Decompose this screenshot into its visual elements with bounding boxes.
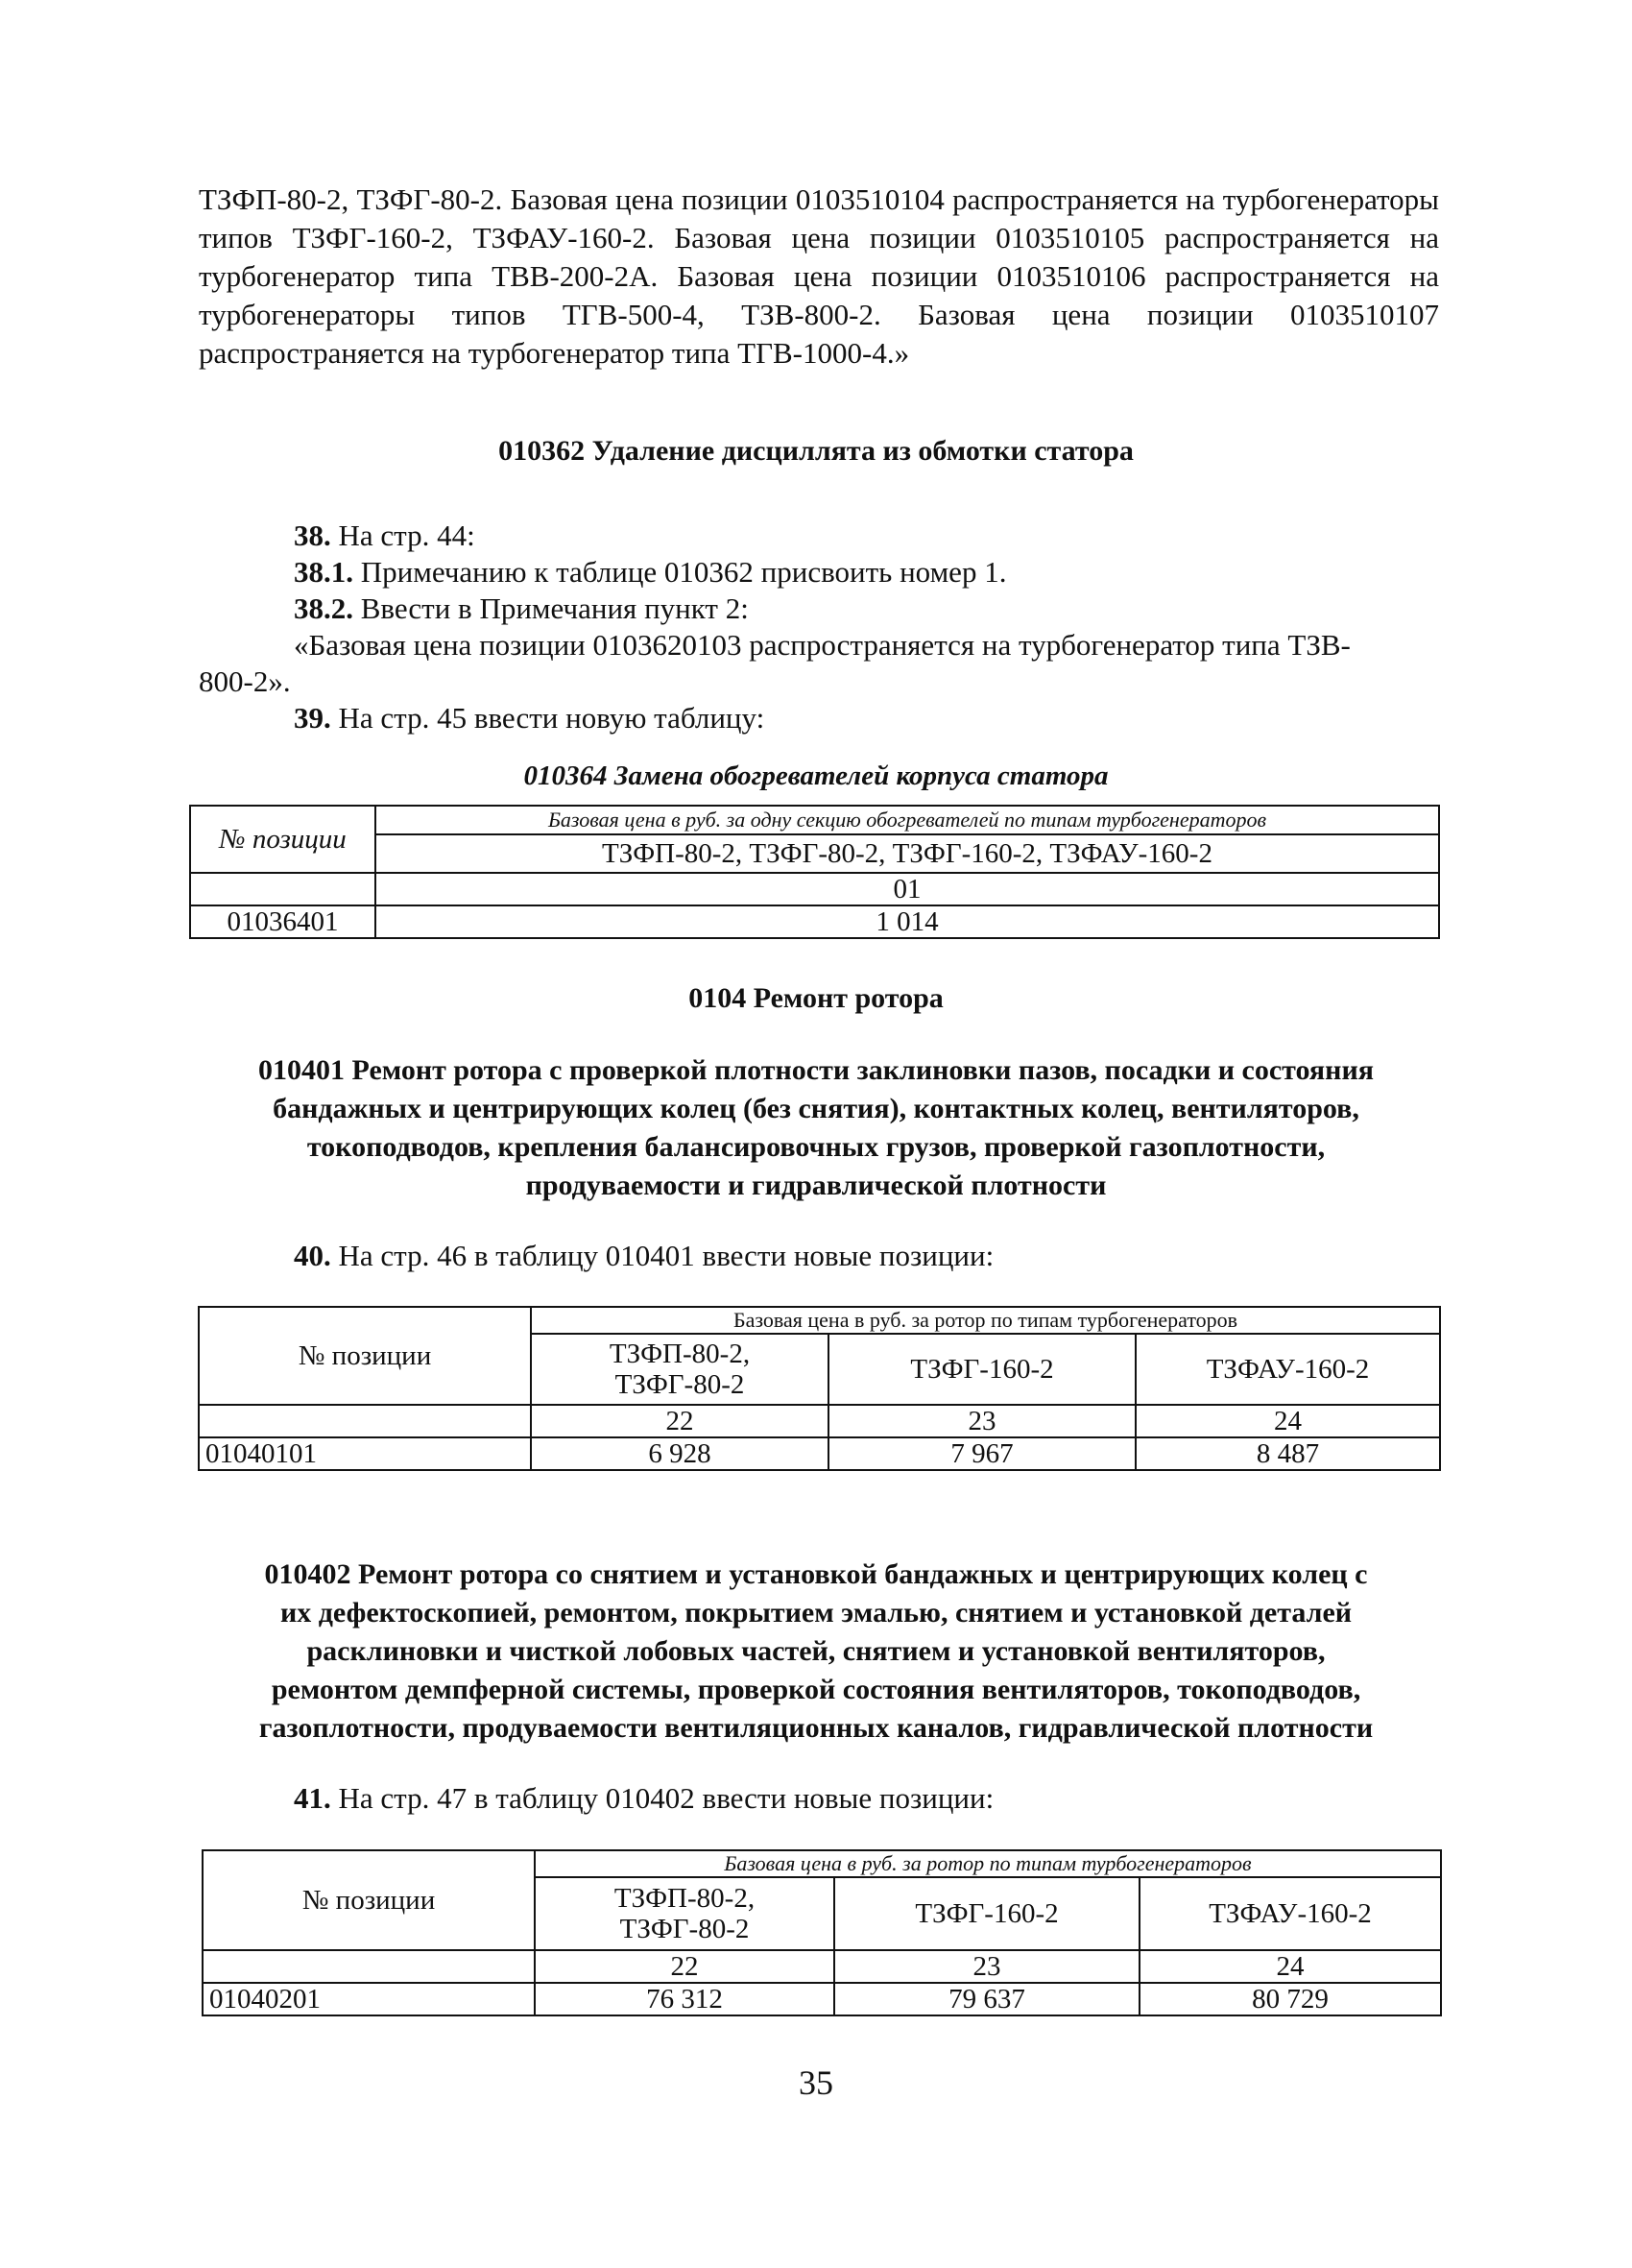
heading-line: 010401 Ремонт ротора с проверкой плотности заклиновки пазов, посадки и состояния bbox=[258, 1054, 1374, 1086]
item-number: 40. bbox=[294, 1239, 331, 1272]
section-heading-010401 bbox=[192, 1051, 1440, 1205]
heading-line: расклиновки и чисткой лобовых частей, снятием и установкой вентиляторов, bbox=[306, 1635, 1326, 1667]
item-text: Ввести в Примечания пункт 2: bbox=[360, 591, 749, 625]
section-heading-010402 bbox=[192, 1556, 1440, 1748]
column-code: 24 bbox=[1136, 1405, 1440, 1437]
heading-line: 010402 Ремонт ротора со снятием и установкой бандажных и центрирующих колец с bbox=[264, 1558, 1368, 1590]
heading-line: ремонтом демпферной системы, проверкой состояния вентиляторов, токоподводов, bbox=[271, 1674, 1361, 1705]
table-row-value: 7 967 bbox=[828, 1437, 1136, 1470]
heading-line: их дефектоскопией, ремонтом, покрытием эмалью, снятием и установкой деталей bbox=[279, 1597, 1353, 1629]
type-line: ТЗФГ-80-2 bbox=[614, 1369, 745, 1400]
item-38 bbox=[294, 519, 475, 553]
quote-line-2: 800-2». bbox=[199, 664, 291, 698]
empty-cell bbox=[190, 873, 375, 905]
table-010364 bbox=[189, 805, 1440, 939]
quote-line-1: «Базовая цена позиции 0103620103 распространяется на турбогенератор типа ТЗВ- bbox=[294, 628, 1351, 662]
generator-type-3: ТЗФАУ-160-2 bbox=[1140, 1877, 1441, 1950]
table-row-position: 01040101 bbox=[199, 1437, 531, 1470]
type-line: ТЗФП-80-2, bbox=[609, 1339, 751, 1369]
column-code: 01 bbox=[375, 873, 1439, 905]
item-39 bbox=[294, 701, 764, 736]
generator-type-3: ТЗФАУ-160-2 bbox=[1136, 1334, 1440, 1405]
table-row-position: 01040201 bbox=[203, 1983, 535, 2015]
heading-line: продуваемости и гидравлической плотности bbox=[525, 1170, 1107, 1201]
generator-type-2: ТЗФГ-160-2 bbox=[828, 1334, 1136, 1405]
heading-line: газоплотности, продуваемости вентиляционных каналов, гидравлической плотности bbox=[258, 1712, 1374, 1744]
table-title-010364: 010364 Замена обогревателей корпуса статора bbox=[523, 760, 1109, 791]
table-row-value: 79 637 bbox=[834, 1983, 1140, 2015]
heading-line: бандажных и центрирующих колец (без снятия), контактных колец, вентиляторов, bbox=[273, 1093, 1359, 1124]
column-code: 24 bbox=[1140, 1950, 1441, 1983]
page-number: 35 bbox=[799, 2063, 833, 2102]
table-row-value: 76 312 bbox=[535, 1983, 834, 2015]
column-code: 23 bbox=[834, 1950, 1140, 1983]
generator-type-1 bbox=[535, 1877, 834, 1950]
item-38-1 bbox=[294, 555, 1006, 590]
item-number: 38. bbox=[294, 519, 331, 552]
position-header: № позиции bbox=[199, 1307, 531, 1405]
item-38-2 bbox=[294, 591, 749, 626]
empty-cell bbox=[203, 1950, 535, 1983]
table-row-position: 01036401 bbox=[190, 905, 375, 938]
item-text: На стр. 45 ввести новую таблицу: bbox=[338, 701, 765, 735]
table-010401 bbox=[198, 1306, 1441, 1471]
generator-types: ТЗФП-80-2, ТЗФГ-80-2, ТЗФГ-160-2, ТЗФАУ-160-2 bbox=[375, 834, 1439, 873]
item-number: 39. bbox=[294, 701, 331, 735]
price-header: Базовая цена в руб. за ротор по типам турбогенераторов bbox=[531, 1307, 1440, 1334]
table-row-value: 1 014 bbox=[375, 905, 1439, 938]
table-010402 bbox=[202, 1849, 1442, 2016]
empty-cell bbox=[199, 1405, 531, 1437]
generator-type-1 bbox=[531, 1334, 828, 1405]
column-code: 22 bbox=[535, 1950, 834, 1983]
table-row-value: 80 729 bbox=[1140, 1983, 1441, 2015]
item-number: 41. bbox=[294, 1781, 331, 1815]
type-line: ТЗФП-80-2, bbox=[613, 1883, 756, 1914]
column-code: 22 bbox=[531, 1405, 828, 1437]
item-text: На стр. 47 в таблицу 010402 ввести новые позиции: bbox=[338, 1781, 995, 1815]
item-number: 38.1. bbox=[294, 555, 353, 589]
section-heading-010362: 010362 Удаление дисциллята из обмотки статора bbox=[498, 435, 1134, 467]
item-40 bbox=[294, 1239, 994, 1273]
heading-line: токоподводов, крепления балансировочных грузов, проверкой газоплотности, bbox=[306, 1131, 1326, 1163]
table-row-value: 8 487 bbox=[1136, 1437, 1440, 1470]
position-header: № позиции bbox=[190, 806, 375, 873]
item-text: На стр. 44: bbox=[338, 519, 475, 552]
item-41 bbox=[294, 1781, 994, 1816]
position-header: № позиции bbox=[203, 1850, 535, 1950]
intro-paragraph: ТЗФП-80-2, ТЗФГ-80-2. Базовая цена позиции 0103510104 распространяется на турбогенераторы типов ТЗФГ-160-2, ТЗФАУ-160-2. Базовая цена позиции 0103510105 распространяется на турбогенератор типа ТВВ-200-2А. Базовая цена позиции 0103510106 распространяется на турбогенераторы типов ТГВ-500-4, ТЗВ-800-2. Базовая цена позиции 0103510107 распространяется на турбогенератор типа ТГВ-1000-4.» bbox=[199, 182, 1439, 370]
price-header: Базовая цена в руб. за одну секцию обогревателей по типам турбогенераторов bbox=[375, 806, 1439, 834]
item-text: Примечанию к таблице 010362 присвоить номер 1. bbox=[360, 555, 1007, 589]
column-code: 23 bbox=[828, 1405, 1136, 1437]
price-header: Базовая цена в руб. за ротор по типам турбогенераторов bbox=[535, 1850, 1441, 1877]
generator-type-2: ТЗФГ-160-2 bbox=[834, 1877, 1140, 1950]
item-text: На стр. 46 в таблицу 010401 ввести новые позиции: bbox=[338, 1239, 995, 1272]
type-line: ТЗФГ-80-2 bbox=[619, 1914, 750, 1944]
section-heading-0104: 0104 Ремонт ротора bbox=[688, 982, 944, 1014]
table-row-value: 6 928 bbox=[531, 1437, 828, 1470]
item-number: 38.2. bbox=[294, 591, 353, 625]
